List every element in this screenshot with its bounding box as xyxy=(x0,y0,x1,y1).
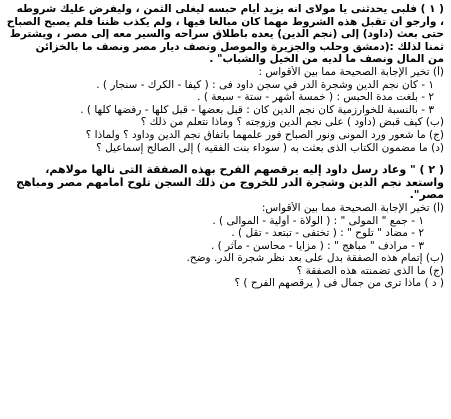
q1-passage-line: من المال ونصف ما لديه من الخيل والشباب" . xyxy=(209,53,444,66)
section-gap xyxy=(5,154,444,164)
q2-passage-line: واستعد نجم الدين وشجرة الدر للخروج من ذلك السجن تلوح أمامهم مصر ومباهج xyxy=(16,176,444,189)
q1-passage-line: ( ١ ) فلبى يحدثنى يا مولاى انه يزيد أيام حبسه ليغلى الثمن ، وليفرض عليك شروطه xyxy=(16,3,444,15)
q2-instruction: (أ) تخير الإجابة الصحيحة مما بين الأقواس: xyxy=(261,201,444,214)
q1-choice-2: ٢ - بلغت مدة الحبس : ( خمسة أشهر - ستة - سبعة ) . xyxy=(197,91,434,104)
q2-passage-line: مصر". xyxy=(409,189,444,202)
q2-choice-2: ٢ - مضاد " تلوح " : ( تختفى - تبتعد - تقل ) . xyxy=(231,227,424,240)
q1-question-d: (د) ما مضمون الكتاب الذى بعثت به ( سوداء بنت الفقيه ) إلى الصالح إسماعيل ؟ xyxy=(96,141,444,154)
q1-question-b: (ب) كيف قبض (داود ) على نجم الدين وزوجته ؟ وماذا نتعلم من ذلك ؟ xyxy=(140,116,444,129)
q1-question-c: (ج) ما شعور ورد المونى ونور الصباح فور علمهما باتفاق نجم الدين وداود ؟ ولماذا ؟ xyxy=(85,128,444,141)
q1-choice-1: ١ - كان نجم الدين وشجرة الدر في سجن داود فى : ( كيفا - الكرك - سنجار ) . xyxy=(96,78,434,91)
question-2 xyxy=(5,164,444,290)
q1-choice-3: ٣ - بالنسبة للخوارزمية كان نجم الدين كان : قبل بعضها - قبل كلها - رفضها كلها ) . xyxy=(80,103,434,116)
q2-question-d: ( د ) ماذا ترى من جمال فى ( يرقصهم الفرح ) ؟ xyxy=(234,277,444,290)
q2-choice-3: ٣ - مرادف " مباهج " : ( مزايا - محاسن - مآثر ) . xyxy=(210,239,424,252)
q1-passage-line: حتى بعث (داود) إلى (نجم الدين) يعده باطلاق سراحه والسير معه إلى مصر ، ويشترط xyxy=(9,28,444,41)
q2-question-c: (ج) ما الذى تضمنته هذه الصفقة ؟ xyxy=(296,264,444,277)
q1-passage-line: ، وأرجو أن تقبل هذه الشروط مهما كان مبالغا فيها ، ولم يكذب ظننا فلم يصبح الصباح xyxy=(6,15,444,28)
q1-passage-line: ثمنا لذلك :(دمشق وحلب والجزيرة والموصل ونصف ديار مصر ونصف ما بالخزائن xyxy=(35,40,444,53)
q1-instruction: (أ) تخير الإجابة الصحيحة مما بين الأقواس : xyxy=(258,65,444,78)
question-1 xyxy=(5,3,444,154)
q2-question-b: (ب) إتمام هذه الصفقة بدل على بعد نظر شجرة الدر. وضح. xyxy=(186,252,444,265)
q2-choice-1: ١ - جمع " المولى " : ( الولاة - أولية - الموالى ) . xyxy=(212,214,424,227)
q2-passage-line: ( ٢ ) " وعاد رسل داود إليه يرقصهم الفرح بهذه الصفقة التى نالها مولاهم، xyxy=(45,164,444,177)
